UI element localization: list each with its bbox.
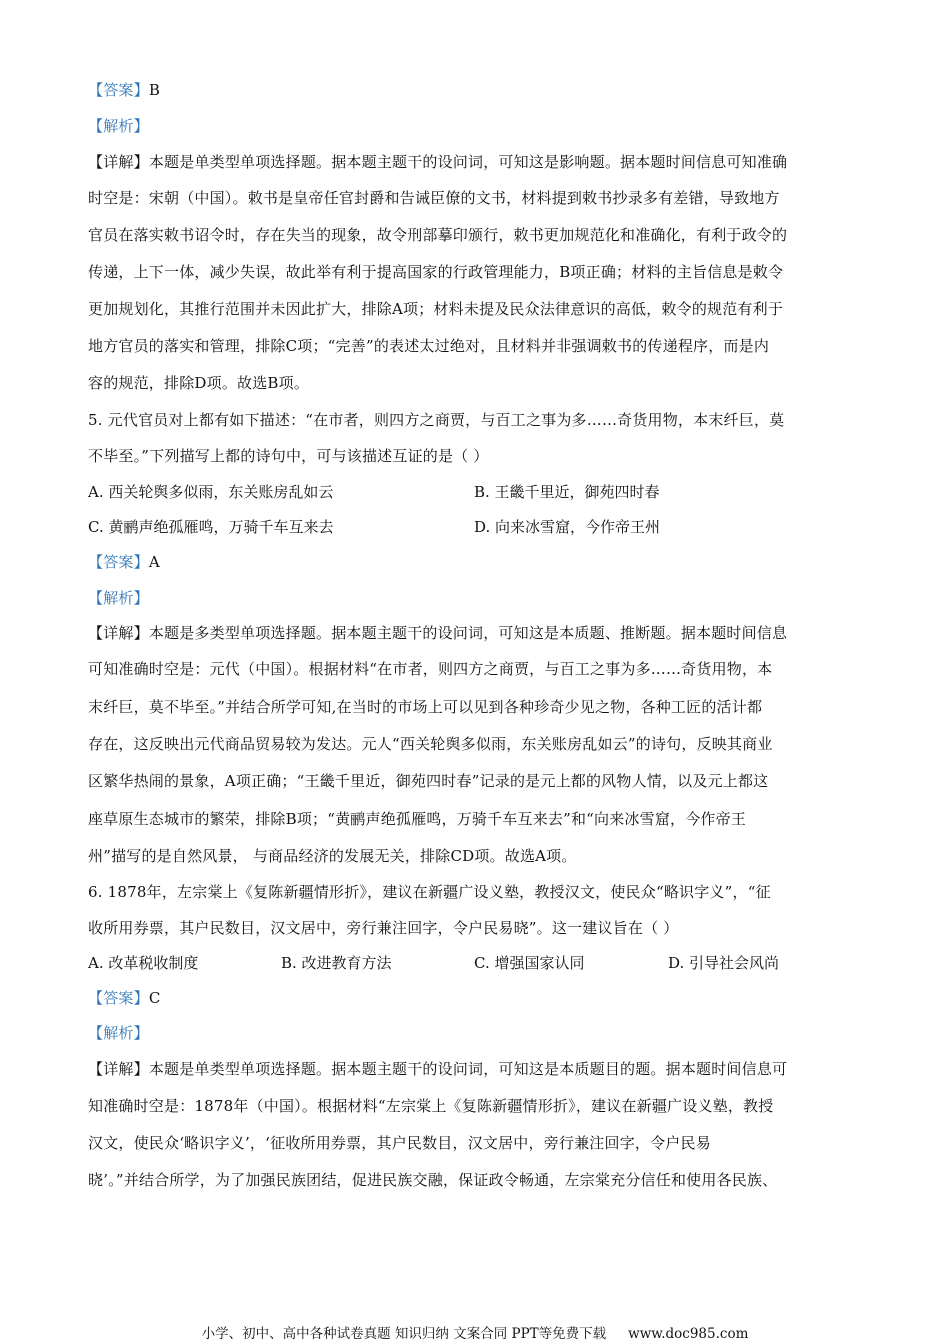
q6-detail-line-1	[88, 1059, 787, 1079]
q6-option-d: D. 引导社会风尚	[668, 954, 780, 972]
q4-answer-line	[88, 80, 160, 100]
q4-detail-line-4: 传递，上下一体，减少失误，故此举有利于提高国家的行政管理能力，B项正确；材料的主旨信息是敕令	[88, 263, 784, 281]
detail-tag: 【详解】	[88, 153, 149, 171]
answer-tag: 【答案】	[88, 989, 149, 1007]
answer-value: A	[148, 553, 160, 571]
q5-detail-line-6: 座草原生态城市的繁荣，排除B项；“黄鹂声绝孤雁鸣，万骑千车互来去”和“向来冰雪窟，今作帝王	[88, 810, 747, 828]
footer-url[interactable]: www.doc985.com	[628, 1326, 749, 1342]
page-footer	[0, 1322, 950, 1342]
q5-option-d: D. 向来冰雪窟，今作帝王州	[474, 518, 661, 536]
analysis-tag: 【解析】	[88, 589, 149, 607]
q5-detail-line-1	[88, 623, 787, 643]
detail-text: 本题是多类型单项选择题。据本题主题干的设问词，可知这是本质题、推断题。据本题时间信息	[148, 624, 788, 642]
q6-detail-line-2: 知准确时空是：1878年（中国）。根据材料“左宗棠上《复陈新疆情形折》，建议在新疆广设义塾，教授	[88, 1097, 774, 1115]
answer-value: C	[148, 989, 161, 1007]
q5-detail-line-2: 可知准确时空是：元代（中国）。根据材料“在市者，则四方之商贾，与百工之事为多……奇货用物，本	[88, 660, 773, 678]
q4-detail-line-6: 地方官员的落实和管理，排除C项；“完善”的表述太过绝对，且材料并非强调敕书的传递程序，而是内	[88, 337, 770, 355]
q5-stem-line-2: 不毕至。”下列描写上都的诗句中，可与该描述互证的是（ ）	[88, 447, 489, 465]
q5-detail-line-5: 区繁华热闹的景象，A项正确；“王畿千里近，御苑四时春”记录的是元上都的风物人情，以及元上都这	[88, 772, 769, 790]
q6-analysis-line	[88, 1023, 149, 1043]
detail-text: 本题是单类型单项选择题。据本题主题干的设问词，可知这是本质题目的题。据本题时间信息可	[148, 1060, 788, 1078]
q5-option-b: B. 王畿千里近，御苑四时春	[474, 483, 660, 501]
answer-value: B	[148, 81, 161, 99]
q6-stem-line-2: 收所用券票，其户民数目，汉文居中，旁行兼注回字，令户民易晓”。这一建议旨在（ ）	[88, 919, 679, 937]
q6-option-a: A. 改革税收制度	[88, 954, 199, 972]
detail-text: 本题是单类型单项选择题。据本题主题干的设问词，可知这是影响题。据本题时间信息可知准确	[148, 153, 788, 171]
q6-answer-line	[88, 988, 161, 1008]
q6-detail-line-3: 汉文，使民众‘略识字义’，‘征收所用券票，其户民数目，汉文居中，旁行兼注回字，令户民易	[88, 1134, 711, 1152]
analysis-tag: 【解析】	[88, 1024, 149, 1042]
q6-stem-line-1: 6. 1878年，左宗棠上《复陈新疆情形折》，建议在新疆广设义塾，教授汉文，使民众“略识字义”，“征	[88, 883, 771, 901]
q4-detail-line-7: 容的规范，排除D项。故选B项。	[88, 374, 310, 392]
q4-detail-line-2: 时空是：宋朝（中国）。敕书是皇帝任官封爵和告诫臣僚的文书，材料提到敕书抄录多有差错，导致地方	[88, 189, 780, 207]
q5-detail-line-4: 存在，这反映出元代商品贸易较为发达。元人“西关轮舆多似雨，东关账房乱如云”的诗句，反映其商业	[88, 735, 773, 753]
q6-detail-line-4: 晓’。”并结合所学，为了加强民族团结，促进民族交融，保证政令畅通，左宗棠充分信任和使用各民族、	[88, 1171, 778, 1189]
q5-stem-line-1: 5. 元代官员对上都有如下描述：“在市者，则四方之商贾，与百工之事为多……奇货用物，本末纤巨，莫	[88, 411, 785, 429]
q4-detail-line-3: 官员在落实敕书诏令时，存在失当的现象，故令刑部摹印颁行，敕书更加规范化和准确化，有利于政令的	[88, 226, 788, 244]
q5-detail-line-3: 末纤巨，莫不毕至。”并结合所学可知,在当时的市场上可以见到各种珍奇少见之物，各种工匠的活计都	[88, 698, 763, 716]
answer-tag: 【答案】	[88, 81, 149, 99]
q5-answer-line	[88, 552, 160, 572]
footer-text: 小学、初中、高中各种试卷真题 知识归纳 文案合同 PPT等免费下载	[201, 1326, 607, 1342]
q5-option-a: A. 西关轮舆多似雨，东关账房乱如云	[88, 483, 334, 501]
q5-option-c: C. 黄鹂声绝孤雁鸣，万骑千车互来去	[88, 518, 334, 536]
q5-analysis-line	[88, 588, 149, 608]
q4-analysis-line	[88, 116, 149, 136]
q4-detail-line-5: 更加规划化，其推行范围并未因此扩大，排除A项；材料未提及民众法律意识的高低，敕令的规范有利于	[88, 300, 784, 318]
answer-tag: 【答案】	[88, 553, 149, 571]
q5-detail-line-7: 州”描写的是自然风景， 与商品经济的发展无关，排除CD项。故选A项。	[88, 847, 577, 865]
q6-option-b: B. 改进教育方法	[281, 954, 392, 972]
detail-tag: 【详解】	[88, 624, 149, 642]
analysis-tag: 【解析】	[88, 117, 149, 135]
q6-option-c: C. 增强国家认同	[474, 954, 585, 972]
q4-detail-line-1	[88, 152, 787, 172]
detail-tag: 【详解】	[88, 1060, 149, 1078]
